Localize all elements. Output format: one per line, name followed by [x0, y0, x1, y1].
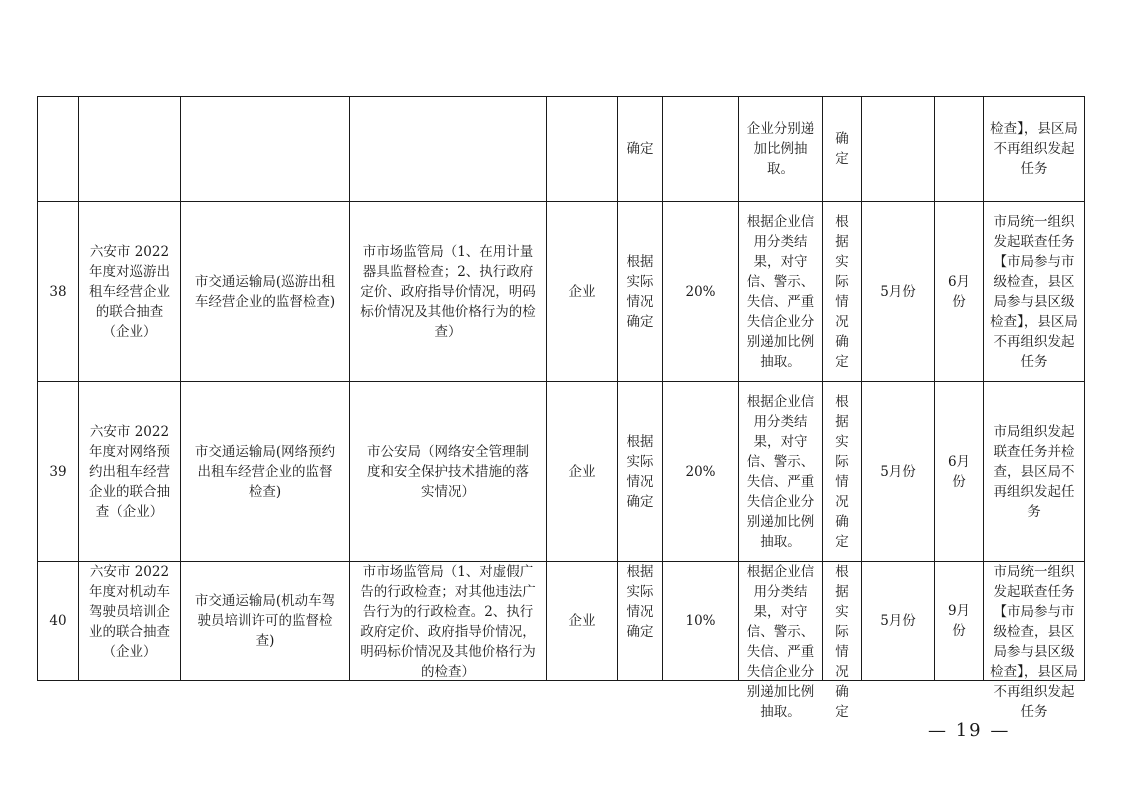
cell-ratio: 10% [663, 562, 739, 681]
cell-end [935, 97, 984, 202]
cell-remark: 市局组织发起联查任务并检查，县区局不再组织发起任务 [984, 382, 1085, 562]
cell-task: 六安市 2022年度对巡游出租车经营企业的联合抽查（企业） [79, 202, 181, 382]
cell-remark: 市局统一组织发起联查任务【市局参与市级检查，县区局参与县区级检查】，县区局不再组织发起任务 [984, 562, 1085, 681]
cell-ratio [663, 97, 739, 202]
cell-start: 5月份 [862, 562, 935, 681]
cell-ratio: 20% [663, 202, 739, 382]
cell-object: 企业 [547, 382, 618, 562]
cell-participants: 市市场监管局（1、在用计量器具监督检查；2、执行政府定价、政府指导价情况，明码标价情况及其他价格行为的检查） [350, 202, 547, 382]
cell-method: 根据企业信用分类结果，对守信、警示、失信、严重失信企业分别递加比例抽取。 [739, 562, 823, 681]
cell-start: 5月份 [862, 382, 935, 562]
cell-scope: 根据实际情况确定 [823, 202, 862, 382]
table-row [38, 382, 1085, 562]
cell-initiator [181, 97, 350, 202]
cell-scope: 确定 [823, 97, 862, 202]
cell-end: 9月份 [935, 562, 984, 681]
cell-task: 六安市 2022年度对网络预约出租车经营企业的联合抽查（企业） [79, 382, 181, 562]
cell-initiator: 市交通运输局(网络预约出租车经营企业的监督检查) [181, 382, 350, 562]
cell-participants: 市公安局（网络安全管理制度和安全保护技术措施的落实情况） [350, 382, 547, 562]
cell-object: 企业 [547, 562, 618, 681]
cell-ratio: 20% [663, 382, 739, 562]
cell-scope: 根据实际情况确定 [823, 562, 862, 681]
table-row [38, 562, 1085, 681]
inspection-plan-table [37, 96, 1085, 720]
page-number: — 19 — [928, 720, 1011, 741]
cell-no: 40 [38, 562, 79, 681]
cell-no: 38 [38, 202, 79, 382]
cell-object [547, 97, 618, 202]
cell-participants [350, 97, 547, 202]
cell-scope: 根据实际情况确定 [823, 382, 862, 562]
cell-quantity: 根据实际情况确定 [618, 202, 663, 382]
cell-initiator: 市交通运输局(机动车驾驶员培训许可的监督检查) [181, 562, 350, 681]
cell-start [862, 97, 935, 202]
cell-quantity: 根据实际情况确定 [618, 562, 663, 681]
table-row [38, 202, 1085, 382]
cell-initiator: 市交通运输局(巡游出租车经营企业的监督检查) [181, 202, 350, 382]
cell-start: 5月份 [862, 202, 935, 382]
cell-method: 企业分别递加比例抽取。 [739, 97, 823, 202]
cell-no: 39 [38, 382, 79, 562]
cell-no [38, 97, 79, 202]
cell-method: 根据企业信用分类结果，对守信、警示、失信、严重失信企业分别递加比例抽取。 [739, 382, 823, 562]
cell-task: 六安市 2022年度对机动车驾驶员培训企业的联合抽查（企业） [79, 562, 181, 681]
cell-object: 企业 [547, 202, 618, 382]
cell-task [79, 97, 181, 202]
cell-remark: 检查】，县区局不再组织发起任务 [984, 97, 1085, 202]
cell-quantity: 确定 [618, 97, 663, 202]
table-row-continued [38, 97, 1085, 202]
cell-end: 6月份 [935, 202, 984, 382]
cell-participants: 市市场监管局（1、对虚假广告的行政检查；对其他违法广告行为的行政检查。2、执行政府定价、政府指导价情况，明码标价情况及其他价格行为的检查） [350, 562, 547, 681]
cell-quantity: 根据实际情况确定 [618, 382, 663, 562]
cell-end: 6月份 [935, 382, 984, 562]
cell-method: 根据企业信用分类结果，对守信、警示、失信、严重失信企业分别递加比例抽取。 [739, 202, 823, 382]
cell-remark: 市局统一组织发起联查任务【市局参与市级检查，县区局参与县区级检查】，县区局不再组织发起任务 [984, 202, 1085, 382]
